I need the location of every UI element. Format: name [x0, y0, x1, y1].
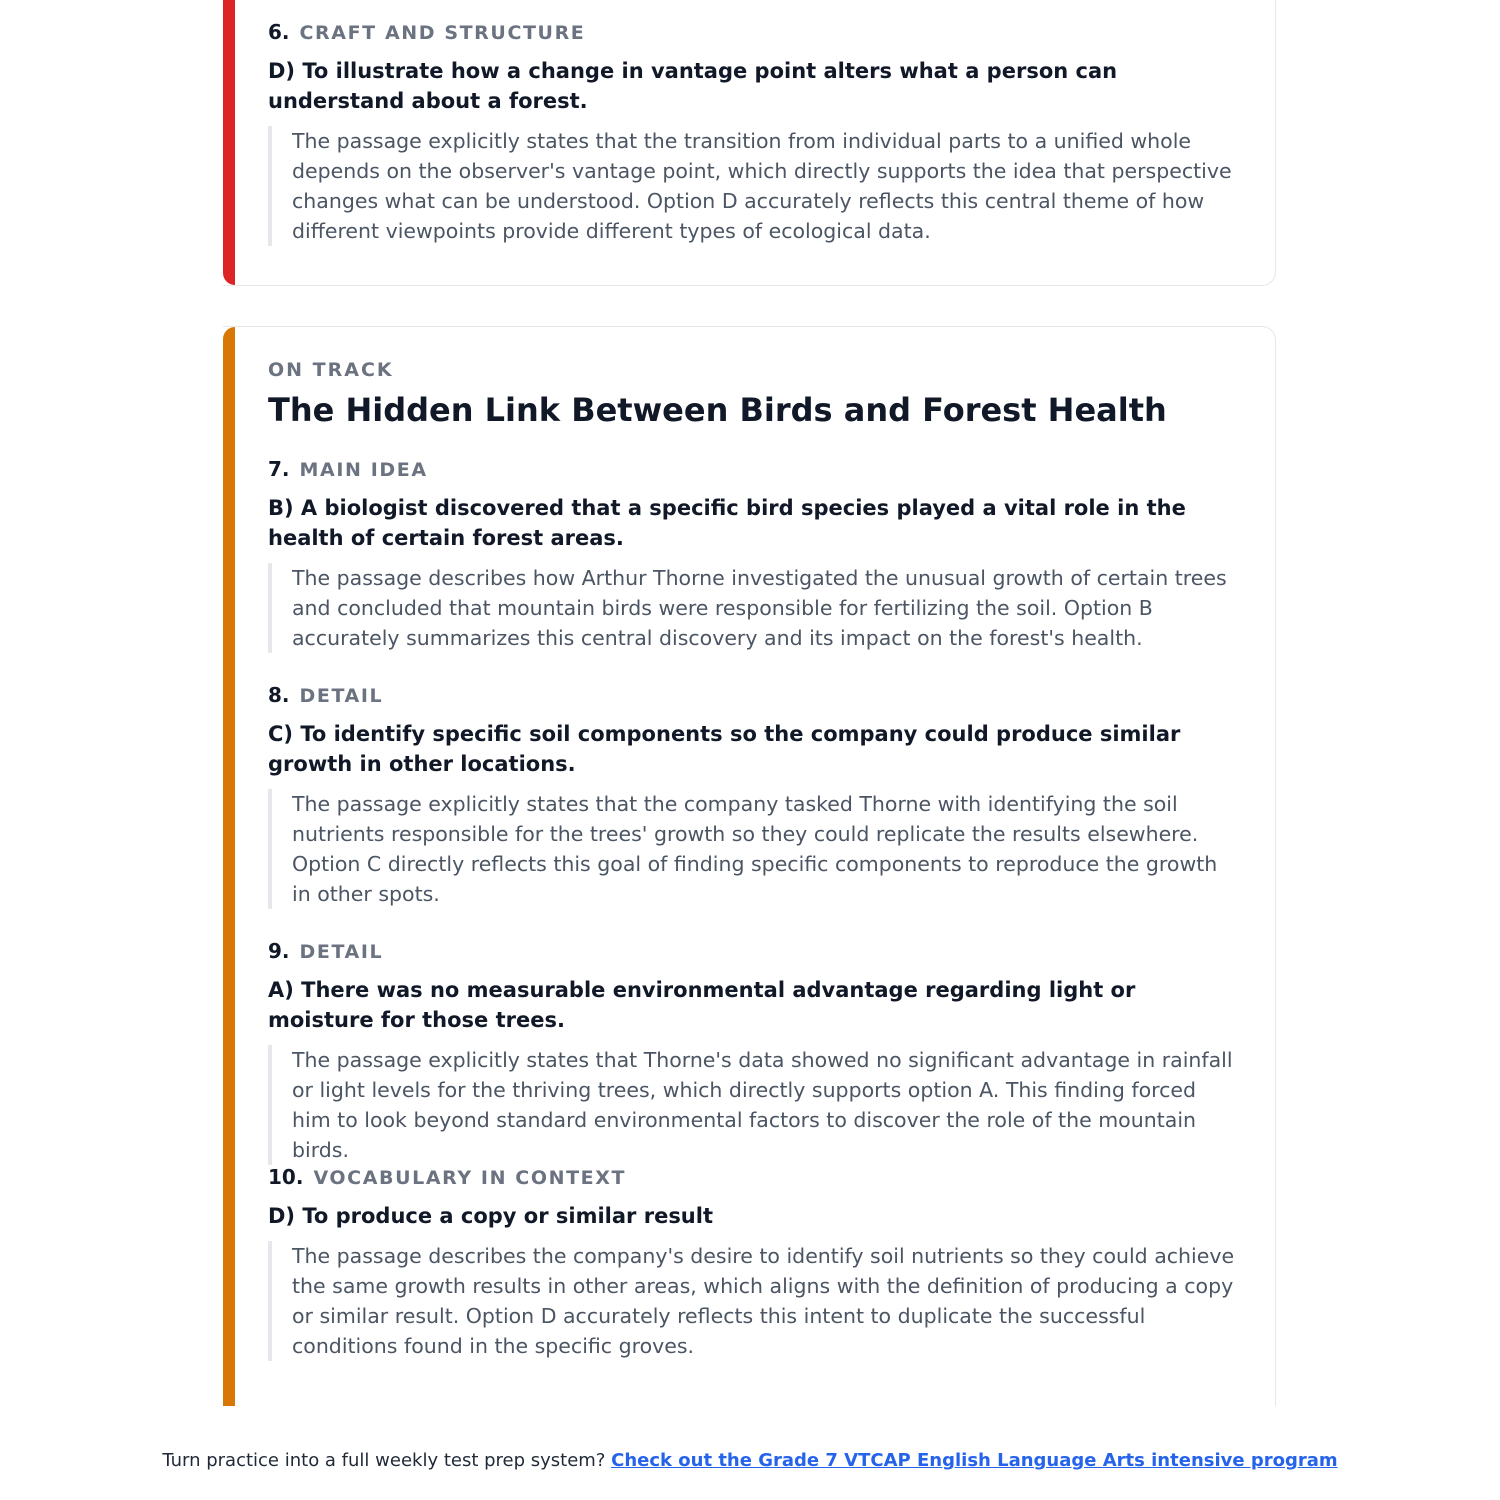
question-block-6 [268, 20, 1241, 246]
question-number: 8. [268, 683, 290, 707]
answer-explanation: The passage explicitly states that the company tasked Thorne with identifying the soil nutrients responsible for the trees' growth so they could replicate the results elsewhere. Option C directly reflects this goal of finding specific components to reproduce the growth in other spots. [268, 789, 1241, 909]
question-category: CRAFT AND STRUCTURE [299, 22, 586, 44]
question-header [268, 20, 1241, 44]
question-number: 10. [268, 1165, 304, 1189]
question-category: MAIN IDEA [299, 459, 428, 481]
answer-explanation: The passage explicitly states that the transition from individual parts to a unified whole depends on the observer's vantage point, which directly supports the idea that perspective changes what can be understood. Option D accurately reflects this central theme of how different viewpoints provide different types of ecological data. [268, 126, 1241, 246]
correct-answer: B) A biologist discovered that a specific bird species played a vital role in the health of certain forest areas. [268, 496, 1186, 550]
question-block-7 [268, 457, 1241, 653]
correct-answer: D) To illustrate how a change in vantage point alters what a person can understand about a forest. [268, 59, 1118, 113]
footer-text: Turn practice into a full weekly test prep system? [162, 1450, 606, 1471]
answer-explanation: The passage describes how Arthur Thorne investigated the unusual growth of certain trees and concluded that mountain birds were responsible for fertilizing the soil. Option B accurately summarizes this central discovery and its impact on the forest's health. [268, 563, 1241, 653]
question-category: DETAIL [299, 941, 384, 963]
correct-answer: D) To produce a copy or similar result [268, 1204, 713, 1228]
answer-explanation: The passage explicitly states that Thorne's data showed no significant advantage in rainfall or light levels for the thriving trees, which directly supports option A. This finding forced him to look beyond standard environmental factors to discover the role of the mountain birds. [268, 1045, 1241, 1165]
question-header [268, 1165, 1241, 1189]
question-header [268, 939, 1241, 963]
correct-answer: C) To identify specific soil components so the company could produce similar growth in other locations. [268, 722, 1181, 776]
answer-explanation: The passage describes the company's desire to identify soil nutrients so they could achieve the same growth results in other areas, which aligns with the definition of producing a copy or similar result. Option D accurately reflects this intent to duplicate the successful conditions found in the specific groves. [268, 1241, 1241, 1361]
status-badge: ON TRACK [268, 359, 394, 381]
question-block-8 [268, 683, 1241, 909]
footer-promo [0, 1450, 1500, 1471]
question-header [268, 457, 1241, 481]
question-number: 9. [268, 939, 290, 963]
program-link[interactable]: Check out the Grade 7 VTCAP English Language Arts intensive program [611, 1450, 1338, 1471]
question-number: 7. [268, 457, 290, 481]
correct-answer: A) There was no measurable environmental advantage regarding light or moisture for those trees. [268, 978, 1136, 1032]
question-block-9 [268, 939, 1241, 1165]
passage-title: The Hidden Link Between Birds and Forest Health [268, 391, 1167, 429]
question-header [268, 683, 1241, 707]
question-block-10 [268, 1165, 1241, 1361]
question-number: 6. [268, 20, 290, 44]
question-category: VOCABULARY IN CONTEXT [313, 1167, 627, 1189]
result-card-previous [223, 0, 1276, 286]
result-card-on-track [223, 326, 1276, 1406]
question-category: DETAIL [299, 685, 384, 707]
